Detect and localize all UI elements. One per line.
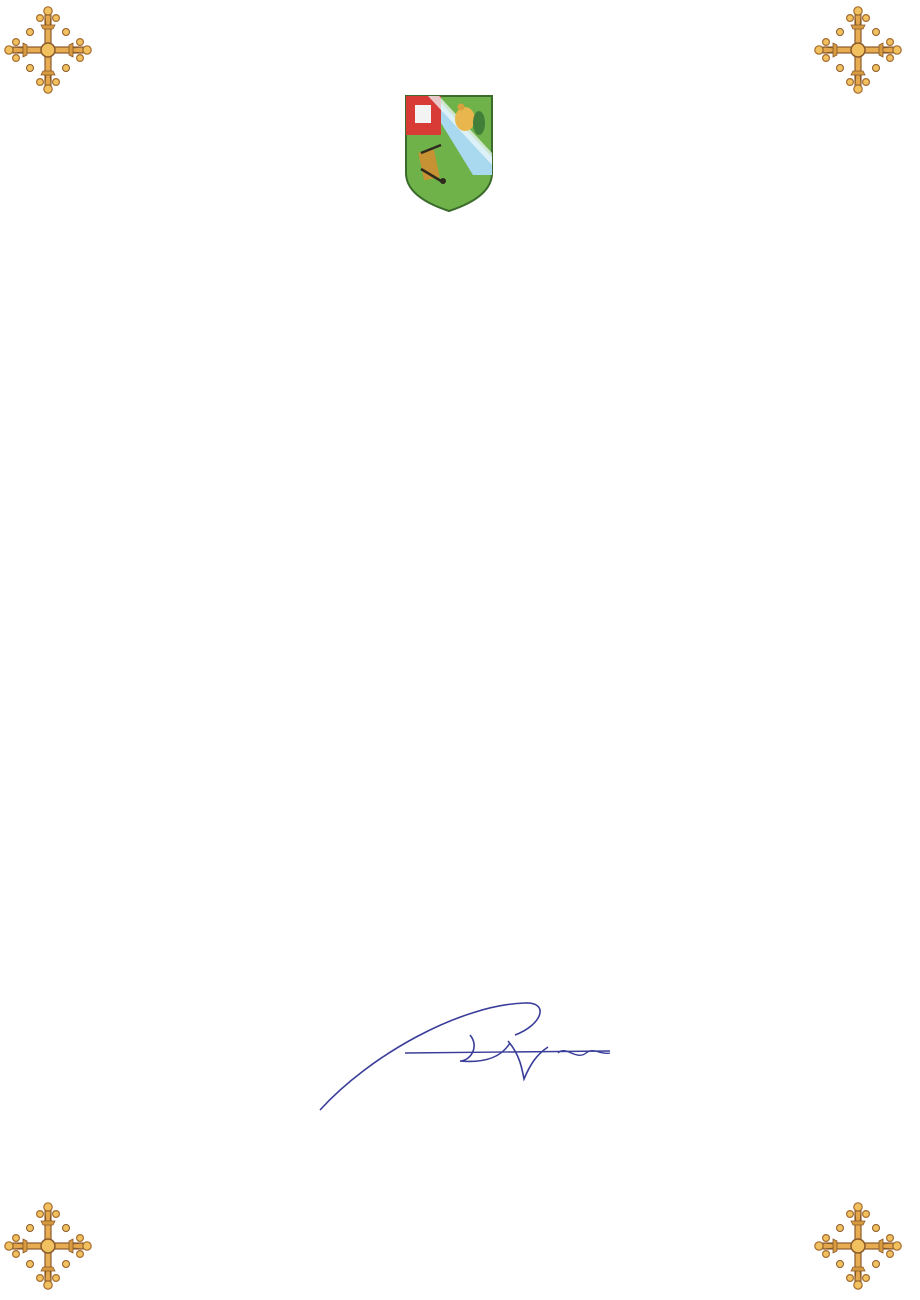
handwritten-signature: [310, 995, 630, 1115]
coat-of-arms-icon: [403, 93, 495, 213]
